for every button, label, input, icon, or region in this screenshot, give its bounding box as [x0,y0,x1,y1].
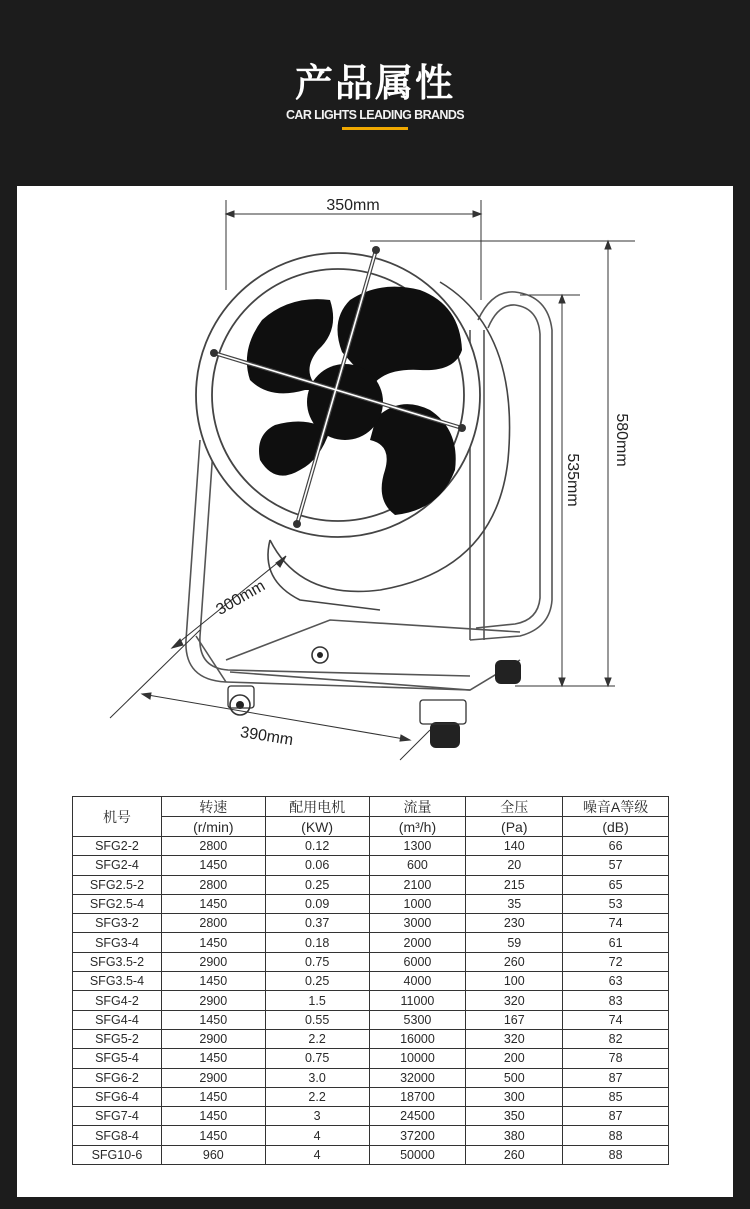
cell-noise: 88 [563,1145,669,1164]
cell-speed: 960 [161,1145,265,1164]
dim-width-base [142,693,430,760]
cell-pressure: 350 [466,1107,563,1126]
cell-motor: 2.2 [265,1087,369,1106]
brand-slogan: CAR LIGHTS LEADING BRANDS [285,108,465,122]
spec-table [72,796,669,1165]
page-title: 产品属性 [294,61,455,105]
dim-width-base-label: 390mm [239,723,295,750]
header-speed: 转速 [161,797,265,817]
cell-noise: 88 [563,1126,669,1145]
cell-motor: 0.25 [265,875,369,894]
cell-flow: 3000 [369,914,466,933]
cell-model: SFG3.5-2 [73,952,162,971]
cell-speed: 2800 [161,875,265,894]
cell-noise: 74 [563,1010,669,1029]
cell-speed: 1450 [161,1126,265,1145]
cell-motor: 0.06 [265,856,369,875]
table-row [73,1107,669,1126]
header-motor: 配用电机 [265,797,369,817]
cell-pressure: 300 [466,1087,563,1106]
cell-noise: 72 [563,952,669,971]
cell-motor: 3.0 [265,1068,369,1087]
cell-pressure: 320 [466,991,563,1010]
spec-table-body [73,837,669,1165]
header-flow: 流量 [369,797,466,817]
cell-flow: 6000 [369,952,466,971]
header-model: 机号 [73,797,162,837]
dim-depth-label: 300mm [213,577,269,619]
table-row [73,1126,669,1145]
cell-flow: 4000 [369,972,466,991]
cell-noise: 66 [563,837,669,856]
cell-model: SFG2-4 [73,856,162,875]
header-noise: 噪音A等级 [563,797,669,817]
table-row [73,1145,669,1164]
cell-noise: 63 [563,972,669,991]
cell-flow: 2100 [369,875,466,894]
dim-width-top-label: 350mm [326,197,380,214]
table-row [73,1049,669,1068]
cell-model: SFG3.5-4 [73,972,162,991]
table-row [73,1029,669,1048]
cell-motor: 0.25 [265,972,369,991]
cell-noise: 74 [563,914,669,933]
cell-noise: 87 [563,1068,669,1087]
table-row [73,1068,669,1087]
table-row [73,856,669,875]
cell-model: SFG7-4 [73,1107,162,1126]
cell-pressure: 215 [466,875,563,894]
header-pressure-unit: (Pa) [466,817,563,837]
cell-pressure: 20 [466,856,563,875]
cell-flow: 37200 [369,1126,466,1145]
cell-pressure: 35 [466,894,563,913]
table-row [73,952,669,971]
cell-speed: 2800 [161,914,265,933]
cell-noise: 57 [563,856,669,875]
cell-noise: 65 [563,875,669,894]
cell-speed: 2900 [161,1068,265,1087]
cell-motor: 4 [265,1145,369,1164]
dim-height-total-label: 580mm [613,413,630,467]
cell-pressure: 260 [466,952,563,971]
cell-pressure: 140 [466,837,563,856]
cell-flow: 2000 [369,933,466,952]
cell-flow: 11000 [369,991,466,1010]
header-motor-unit: (KW) [265,817,369,837]
table-row [73,1087,669,1106]
cell-pressure: 320 [466,1029,563,1048]
table-row [73,1010,669,1029]
cell-pressure: 380 [466,1126,563,1145]
cell-speed: 2900 [161,952,265,971]
header-flow-unit: (m³/h) [369,817,466,837]
cell-model: SFG5-2 [73,1029,162,1048]
cell-model: SFG10-6 [73,1145,162,1164]
cell-model: SFG2.5-4 [73,894,162,913]
cell-speed: 1450 [161,1087,265,1106]
cell-model: SFG6-2 [73,1068,162,1087]
cell-model: SFG4-4 [73,1010,162,1029]
cell-motor: 0.37 [265,914,369,933]
cell-pressure: 500 [466,1068,563,1087]
cell-speed: 1450 [161,972,265,991]
cell-motor: 2.2 [265,1029,369,1048]
cell-noise: 61 [563,933,669,952]
cell-noise: 53 [563,894,669,913]
cell-pressure: 167 [466,1010,563,1029]
cell-pressure: 200 [466,1049,563,1068]
cell-pressure: 59 [466,933,563,952]
cell-speed: 1450 [161,1107,265,1126]
header-speed-unit: (r/min) [161,817,265,837]
cell-model: SFG6-4 [73,1087,162,1106]
cell-flow: 32000 [369,1068,466,1087]
table-row [73,933,669,952]
table-row [73,837,669,856]
table-row [73,991,669,1010]
cell-motor: 1.5 [265,991,369,1010]
cell-pressure: 230 [466,914,563,933]
cell-motor: 0.12 [265,837,369,856]
cell-model: SFG3-2 [73,914,162,933]
table-row [73,972,669,991]
cell-pressure: 260 [466,1145,563,1164]
cell-flow: 1300 [369,837,466,856]
cell-flow: 10000 [369,1049,466,1068]
cell-model: SFG8-4 [73,1126,162,1145]
cell-motor: 0.75 [265,1049,369,1068]
cell-noise: 85 [563,1087,669,1106]
cell-flow: 5300 [369,1010,466,1029]
cell-motor: 0.09 [265,894,369,913]
cell-speed: 1450 [161,1049,265,1068]
cell-flow: 24500 [369,1107,466,1126]
table-row [73,875,669,894]
cell-speed: 2900 [161,1029,265,1048]
cell-speed: 1450 [161,1010,265,1029]
cell-flow: 600 [369,856,466,875]
cell-motor: 0.18 [265,933,369,952]
cell-flow: 1000 [369,894,466,913]
table-row [73,914,669,933]
cell-motor: 3 [265,1107,369,1126]
table-row [73,894,669,913]
cell-model: SFG2-2 [73,837,162,856]
cell-noise: 87 [563,1107,669,1126]
cell-model: SFG4-2 [73,991,162,1010]
cell-model: SFG2.5-2 [73,875,162,894]
cell-speed: 2800 [161,837,265,856]
cell-speed: 1450 [161,933,265,952]
cell-motor: 0.55 [265,1010,369,1029]
cell-motor: 0.75 [265,952,369,971]
cell-flow: 16000 [369,1029,466,1048]
dim-height-body-label: 535mm [564,453,581,507]
header-noise-unit: (dB) [563,817,669,837]
cell-noise: 78 [563,1049,669,1068]
cell-model: SFG5-4 [73,1049,162,1068]
cell-model: SFG3-4 [73,933,162,952]
cell-speed: 1450 [161,894,265,913]
cell-pressure: 100 [466,972,563,991]
cell-speed: 2900 [161,991,265,1010]
cell-noise: 83 [563,991,669,1010]
cell-flow: 50000 [369,1145,466,1164]
header-pressure: 全压 [466,797,563,817]
cell-speed: 1450 [161,856,265,875]
cell-flow: 18700 [369,1087,466,1106]
cell-noise: 82 [563,1029,669,1048]
cell-motor: 4 [265,1126,369,1145]
